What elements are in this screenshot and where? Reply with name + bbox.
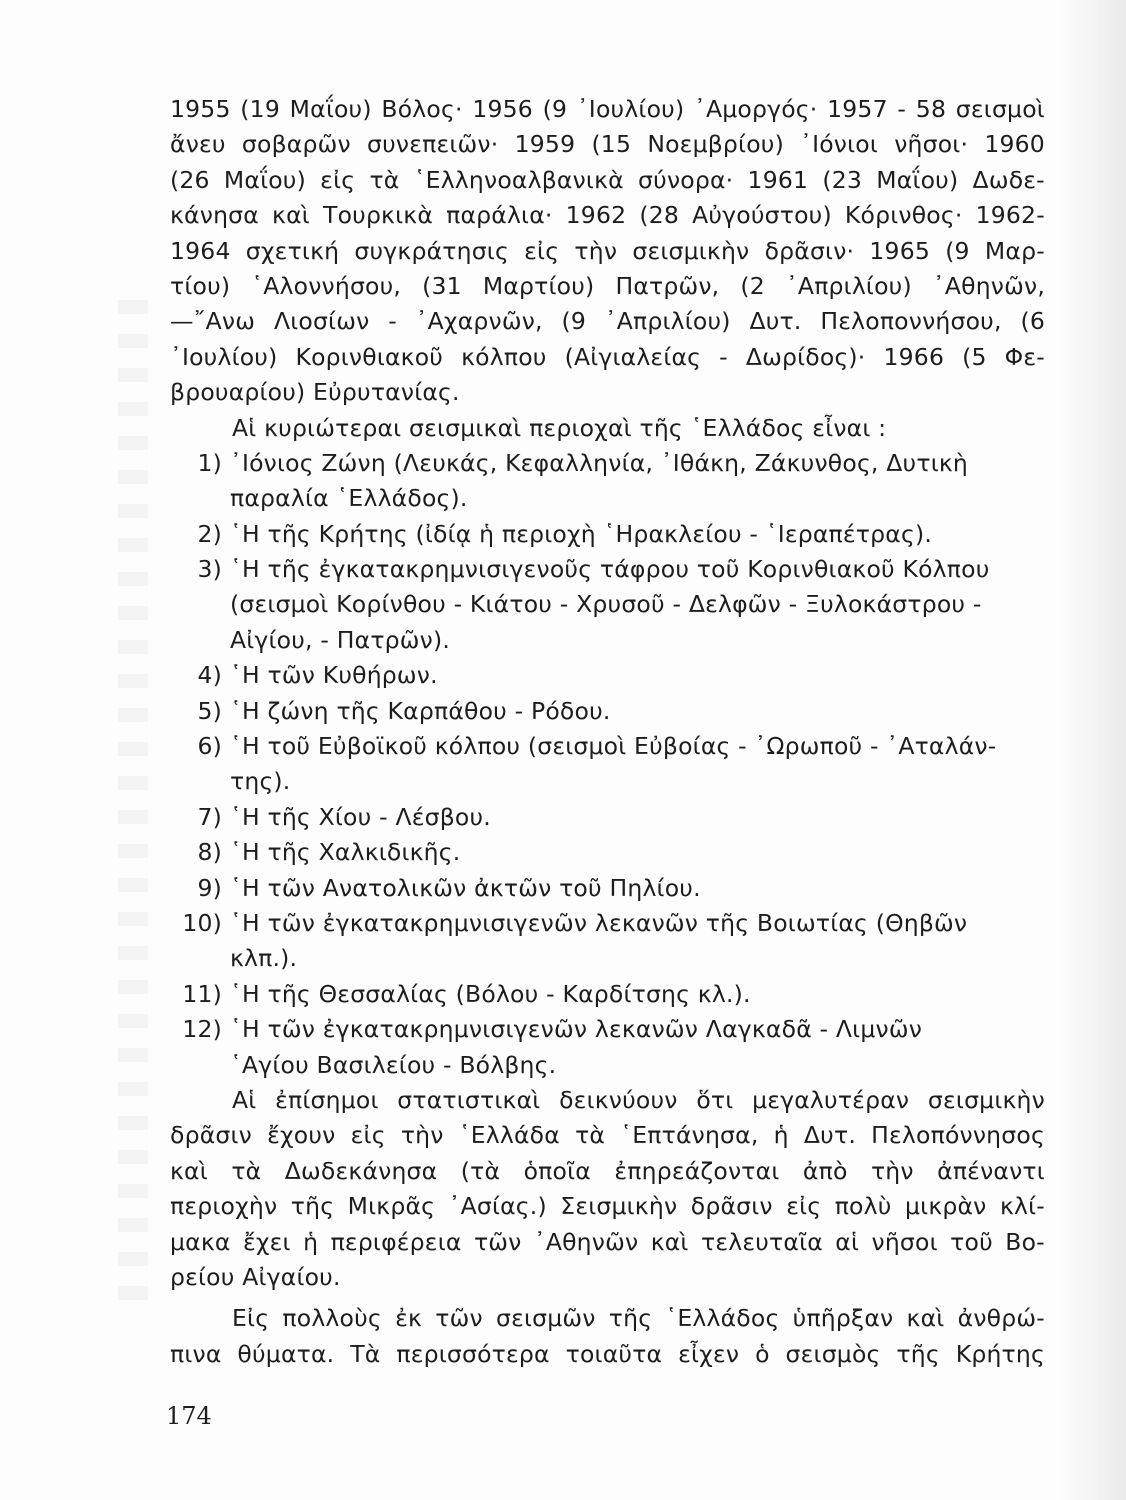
word: Βόλος· [381, 95, 463, 123]
word: εἶχεν [678, 1339, 740, 1368]
item-text: ῾Η τῆς Χαλκιδικῆς. [230, 838, 461, 867]
word: ᾿Ιόνιοι [800, 130, 879, 159]
text-line [170, 234, 1045, 269]
word: 1962- [975, 201, 1045, 230]
word: Δωρίδος)· [745, 342, 866, 371]
word: (28 [639, 201, 679, 230]
word: (15 [591, 130, 632, 159]
word: τὰ [231, 1156, 262, 1185]
item-number: 4) [197, 661, 222, 690]
list-item [170, 517, 1045, 552]
word: καὶ [272, 201, 310, 230]
word: τῶν [435, 1304, 483, 1333]
word: συγκράτησις [354, 236, 509, 265]
victims-paragraph [170, 1301, 1045, 1372]
text-line [170, 1189, 1045, 1224]
item-text: ᾿Ιόνιος Ζώνη (Λευκάς, Κεφαλληνία, ᾿Ιθάκη, Ζάκυνθος, Δυτικὴ [230, 448, 968, 477]
item-text: ῾Η τῆς ἐγκατακρημνισιγενοῦς τάφρου τοῦ Κορινθιακοῦ Κόλπου [230, 555, 990, 584]
word: (Αἰγιαλείας [564, 342, 702, 371]
page-number: 174 [166, 1402, 212, 1430]
word: περιοχὴν [170, 1192, 278, 1221]
word: περιφέρεια [330, 1227, 462, 1256]
word: μεγαλυτέραν [752, 1085, 910, 1114]
text-line [170, 269, 1045, 304]
word: ἄνευ [170, 130, 226, 159]
text-line [170, 1301, 1045, 1336]
word: καὶ [170, 1156, 208, 1185]
word: (τὰ [460, 1156, 501, 1185]
word: τῆς [896, 1339, 940, 1368]
item-text: ῾Η τῆς Χίου - Λέσβου. [230, 802, 491, 831]
word: σεισμοὶ [955, 95, 1045, 123]
word: ᾿Αχαρνῶν, [415, 307, 543, 336]
word: Τὰ [350, 1339, 381, 1368]
word: ῾Αλοννήσου, [251, 271, 402, 300]
word: 1956 [472, 95, 533, 123]
text-line [170, 198, 1045, 233]
list-item [170, 1012, 1045, 1047]
word: ῾Επτάνησα, [620, 1121, 759, 1150]
word: σύνορα· [638, 165, 734, 194]
word: ἔχουν [267, 1121, 336, 1150]
word: (6 [1020, 307, 1045, 336]
word: καὶ [650, 1227, 689, 1256]
item-text: ῾Η τοῦ Εὐβοϊκοῦ κόλπου (σεισμοὶ Εὐβοίας - ᾿Ωρωποῦ - ᾿Αταλάν- [230, 732, 997, 761]
word: ὅτι [696, 1085, 734, 1114]
word: αἱ [835, 1227, 860, 1256]
word: 1962 [565, 201, 627, 230]
item-number: 6) [197, 732, 222, 761]
word: Μαρτίου) [482, 271, 595, 300]
word: ᾿Απριλίου) [604, 307, 731, 336]
item-text: ῾Η τῶν ἐγκατακρημνισιγενῶν λεκανῶν Λαγκαδᾶ - Λιμνῶν [230, 1015, 923, 1044]
word: (9 [561, 307, 587, 336]
text-line: βρουαρίου) Εὐρυτανίας. [170, 378, 460, 407]
word: Λιοσίων [273, 307, 370, 336]
word: τὰ [575, 1121, 606, 1150]
text-line [170, 1118, 1045, 1153]
item-number: 2) [197, 519, 222, 548]
word: 1966 [883, 342, 945, 371]
word: Αἱ [232, 1085, 257, 1114]
bleed-through-texture [118, 300, 148, 1300]
word: (26 [170, 165, 210, 194]
list-item [170, 446, 1045, 481]
word: ὁ [755, 1339, 770, 1368]
word: τοιαῦτα [565, 1339, 663, 1368]
item-continuation: ῾Αγίου Βασιλείου - Βόλβης. [230, 1050, 557, 1079]
word: πολὺ [834, 1192, 892, 1221]
item-number: 1) [197, 448, 222, 477]
word: Πελοπόννησος [871, 1121, 1045, 1150]
word: ἀπέναντι [937, 1156, 1045, 1185]
text-line [170, 340, 1045, 375]
word: σοβαρῶν [241, 130, 351, 159]
word: Μικρᾶς [347, 1192, 436, 1221]
word: μακα [170, 1227, 231, 1256]
word: Εἰς [232, 1304, 270, 1333]
item-number: 8) [197, 838, 222, 867]
text-line [170, 127, 1045, 162]
text-line [170, 163, 1045, 198]
word: ῾Ελληνοαλβανικὰ [413, 165, 624, 194]
list-item [170, 977, 1045, 1012]
word: Δωδε- [972, 165, 1045, 194]
word: σεισμὸς [785, 1339, 881, 1368]
word: (23 [822, 165, 863, 194]
word: ᾿Απριλίου) [785, 271, 912, 300]
item-continuation: κλπ.). [230, 944, 298, 973]
list-item [170, 552, 1045, 587]
text-line [170, 304, 1045, 339]
word: δρᾶσιν [170, 1121, 252, 1150]
word: νῆσοι [871, 1227, 938, 1256]
word: (5 [962, 342, 987, 371]
word: ᾿Αθηνῶν [533, 1227, 639, 1256]
item-text: ῾Η τῆς Θεσσαλίας (Βόλου - Καρδίτσης κλ.). [230, 979, 751, 1008]
item-number: 3) [197, 555, 222, 584]
word: 1964 [170, 236, 231, 265]
word: ῾Ελλάδος [665, 1304, 780, 1333]
word: στατιστικαὶ [397, 1085, 541, 1114]
word: εἰς [524, 236, 560, 265]
word: κλί- [999, 1192, 1045, 1221]
item-continuation: (σεισμοὶ Κορίνθου - Κιάτου - Χρυσοῦ - Δελφῶν - Ξυλοκάστρου - [230, 590, 982, 619]
word: Νοεμβρίου) [647, 130, 784, 159]
word: κάνησα [170, 201, 259, 230]
regions-heading: Αἱ κυριώτεραι σεισμικαὶ περιοχαὶ τῆς ῾Ελλάδος εἶναι : [232, 413, 887, 442]
list-item [170, 871, 1045, 906]
word: εἰς [320, 165, 356, 194]
word: (9 [542, 95, 568, 123]
item-number: 12) [182, 1015, 222, 1044]
word: Μαΐου) [289, 95, 372, 123]
word: Βο- [1005, 1227, 1045, 1256]
word: θύματα. [237, 1339, 335, 1368]
word: Αὐγούστου) [692, 201, 832, 230]
word: σεισμικὴν [632, 236, 750, 265]
word: Μαρ- [984, 236, 1045, 265]
text-line: ρείου Αἰγαίου. [170, 1262, 341, 1291]
text-line [170, 1083, 1045, 1118]
word: τὴν [574, 236, 618, 265]
list-item [170, 658, 1045, 693]
intro-paragraph [170, 92, 1045, 411]
word: ἡ [303, 1227, 319, 1256]
word: ἐπίσημοι [275, 1085, 379, 1114]
word: συνεπειῶν· [367, 130, 499, 159]
word: - [897, 95, 907, 123]
item-number: 5) [197, 696, 222, 725]
word: - [388, 307, 397, 336]
item-text: ῾Η τῆς Κρήτης (ἰδίᾳ ἡ περιοχὴ ῾Ηρακλείου - ῾Ιεραπέτρας). [230, 519, 932, 548]
word: μικρὰν [905, 1192, 987, 1221]
word: (19 [240, 95, 280, 123]
word: ᾿Αμοργός· [694, 95, 818, 123]
word: - [719, 342, 728, 371]
item-text: ῾Η ζώνη τῆς Καρπάθου - Ρόδου. [230, 696, 611, 725]
item-continuation: παραλία ῾Ελλάδος). [230, 484, 468, 513]
word: δρᾶσιν· [764, 236, 855, 265]
word: 1961 [747, 165, 809, 194]
word: Μαΐου) [876, 165, 959, 194]
word: Κρήτης [955, 1339, 1045, 1368]
word: 1960 [984, 130, 1045, 159]
word: πολλοὺς [282, 1304, 382, 1333]
word: ὑπῆρξαν [792, 1304, 894, 1333]
item-text: ῾Η τῶν Ανατολικῶν ἀκτῶν τοῦ Πηλίου. [230, 873, 701, 902]
word: ὁποῖα [523, 1156, 591, 1185]
word: εἰς [350, 1121, 386, 1150]
list-item [170, 729, 1045, 764]
word: ἡ [773, 1121, 789, 1150]
word: περισσότερα [396, 1339, 550, 1368]
text-line [170, 1337, 1045, 1372]
text-line [170, 1225, 1045, 1260]
statistics-paragraph [170, 1083, 1045, 1295]
word: ᾿Ιουλίου) [170, 342, 278, 371]
word: Πελοποννήσου, [820, 307, 1002, 336]
word: ἐκ [395, 1304, 423, 1333]
word: ἀνθρώ- [957, 1304, 1045, 1333]
word: εἰς [786, 1192, 822, 1221]
word: Δυτ. [803, 1121, 856, 1150]
word: ᾿Αθηνῶν, [932, 271, 1045, 300]
text-line [170, 1154, 1045, 1189]
word: ᾿Ιουλίου) [576, 95, 685, 123]
item-number: 9) [197, 873, 222, 902]
word: Κόρινθος· [844, 201, 963, 230]
item-number: 7) [197, 802, 222, 831]
page-body [170, 92, 1045, 1372]
list-item [170, 800, 1045, 835]
word: (31 [422, 271, 462, 300]
word: τῆς [290, 1192, 335, 1221]
word: τὴν [400, 1121, 444, 1150]
word: ᾿Ασίας.) [448, 1192, 547, 1221]
word: τὴν [870, 1156, 914, 1185]
item-number: 10) [182, 908, 222, 937]
word: τελευταῖα [700, 1227, 823, 1256]
list-item [170, 835, 1045, 870]
word: (9 [945, 236, 970, 265]
word: 1959 [514, 130, 576, 159]
word: (2 [740, 271, 765, 300]
word: σεισμικὴν [927, 1085, 1045, 1114]
word: ἀπὸ [802, 1156, 848, 1185]
word: Κορινθιακοῦ [295, 342, 444, 371]
word: ῾Ελλάδα [458, 1121, 560, 1150]
item-text: ῾Η τῶν ἐγκατακρημνισιγενῶν λεκανῶν τῆς Βοιωτίας (Θηβῶν [230, 908, 968, 937]
word: νῆσοι· [894, 130, 969, 159]
item-text: ῾Η τῶν Κυθήρων. [230, 661, 438, 690]
word: Δυτ. [749, 307, 802, 336]
word: τοῦ [950, 1227, 993, 1256]
word: δεικνύουν [559, 1085, 678, 1114]
word: τίου) [170, 271, 231, 300]
word: παράλια· [446, 201, 553, 230]
word: κόλπου [461, 342, 547, 371]
word: 1955 [170, 95, 231, 123]
text-line [170, 92, 1045, 127]
word: 1965 [869, 236, 930, 265]
item-continuation: Αἰγίου, - Πατρῶν). [230, 625, 451, 654]
word: σεισμῶν [495, 1304, 596, 1333]
word: Τουρκικὰ [323, 201, 434, 230]
page-edge-shadow [1056, 0, 1126, 1500]
word: Φε- [1004, 342, 1045, 371]
word: Δωδεκάνησα [284, 1156, 438, 1185]
word: τῶν [473, 1227, 522, 1256]
word: καὶ [906, 1304, 945, 1333]
word: δρᾶσιν [690, 1192, 773, 1221]
list-item [170, 906, 1045, 941]
word: ἔχει [242, 1227, 291, 1256]
word: 1957 [827, 95, 888, 123]
word: —῎Ανω [170, 307, 256, 336]
word: Σεισμικὴν [560, 1192, 678, 1221]
word: Πατρῶν, [615, 271, 720, 300]
word: Μαΐου) [223, 165, 306, 194]
word: σχετική [245, 236, 340, 265]
word: πινα [170, 1339, 222, 1368]
regions-list [170, 446, 1045, 1083]
item-continuation: της). [230, 767, 291, 796]
word: τῆς [608, 1304, 653, 1333]
word: 58 [915, 95, 947, 123]
word: τὰ [369, 165, 400, 194]
list-item [170, 694, 1045, 729]
item-number: 11) [182, 979, 222, 1008]
word: ἐπηρεάζονται [614, 1156, 780, 1185]
